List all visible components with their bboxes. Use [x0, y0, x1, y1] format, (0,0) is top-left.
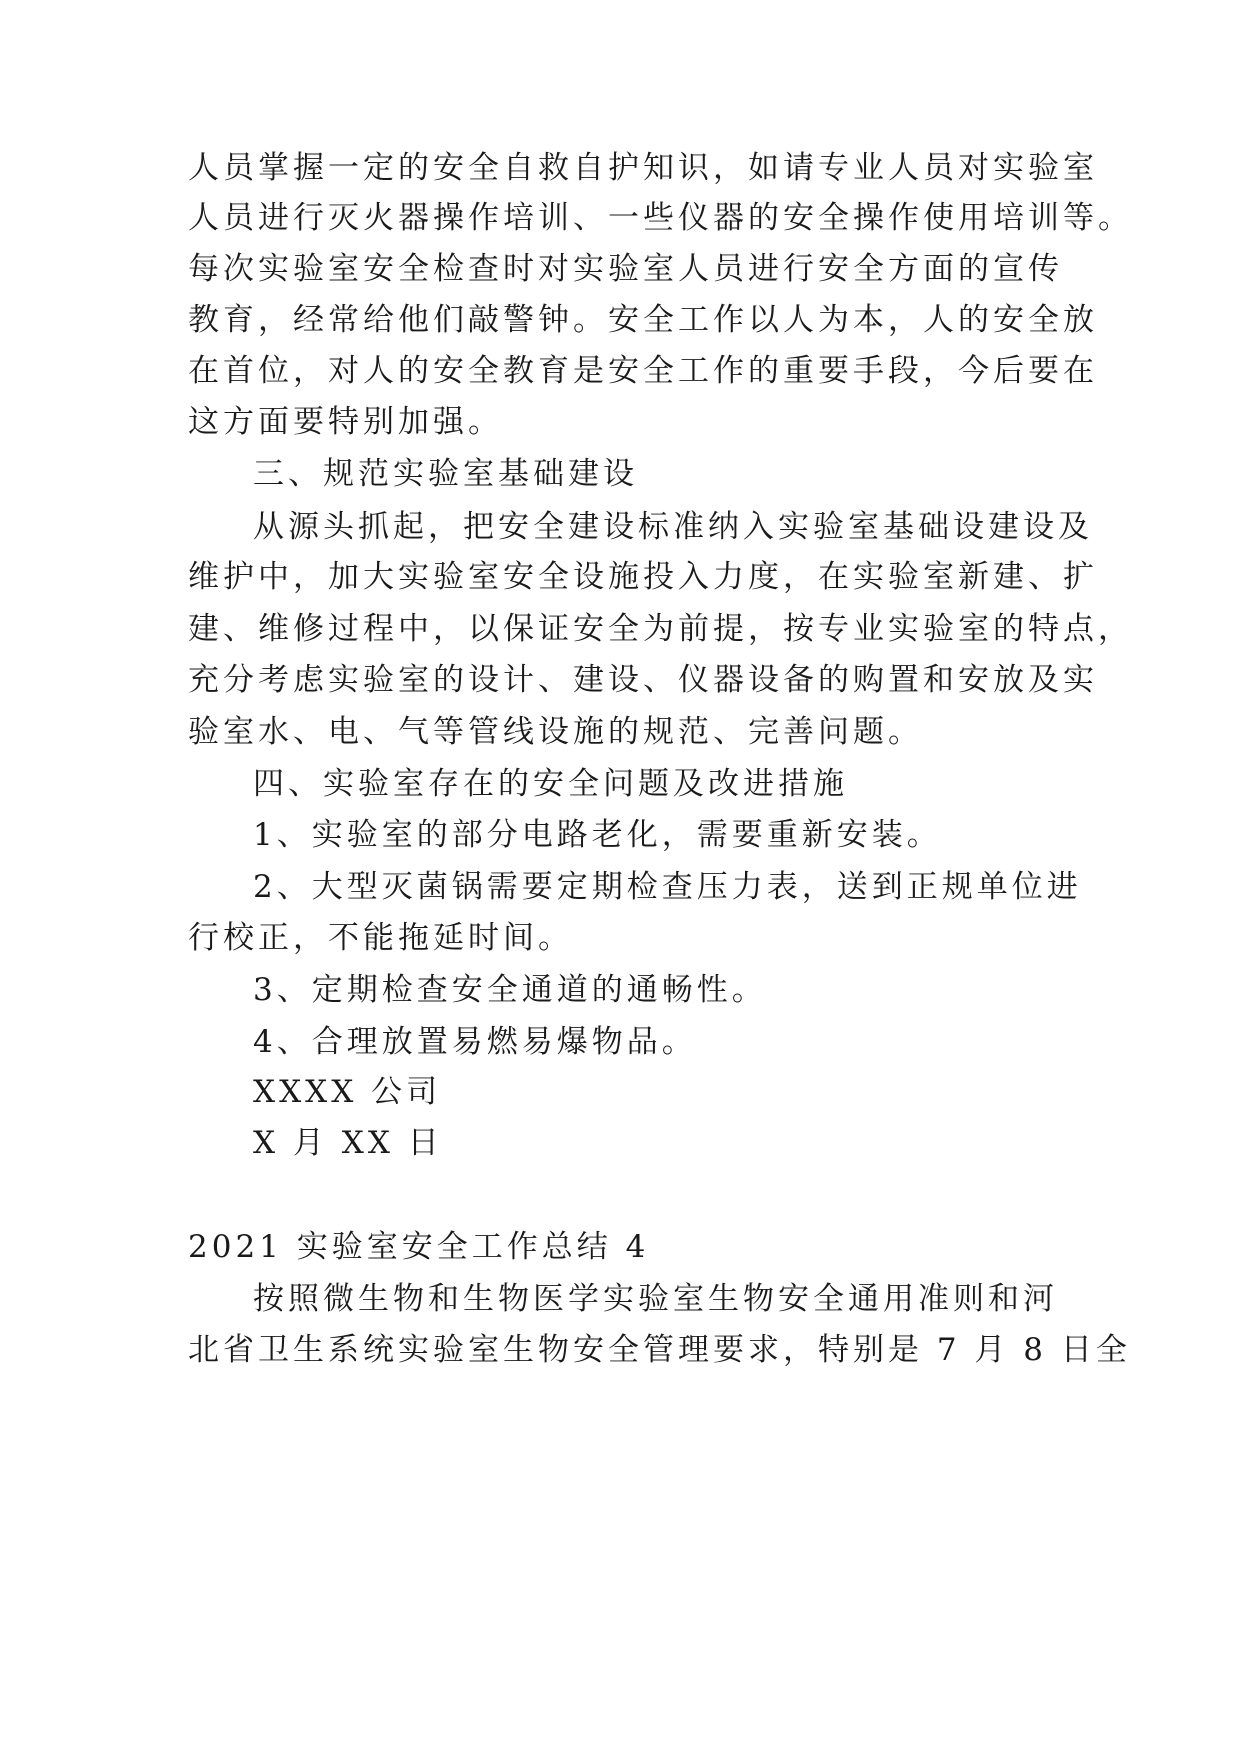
- body-text-line: 建、维修过程中，以保证安全为前提，按专业实验室的特点，: [188, 611, 1133, 647]
- body-text-line: 在首位，对人的安全教育是安全工作的重要手段，今后要在: [188, 353, 1098, 389]
- section-heading: 三、规范实验室基础建设: [253, 456, 638, 492]
- list-item: 1、实验室的部分电路老化，需要重新安装。: [253, 817, 942, 853]
- list-item: 3、定期检查安全通道的通畅性。: [253, 972, 767, 1008]
- body-text-line: 从源头抓起，把安全建设标准纳入实验室基础设建设及: [253, 509, 1093, 545]
- article-title: 2021 实验室安全工作总结 4: [188, 1229, 650, 1265]
- body-text-line: 这方面要特别加强。: [188, 404, 503, 440]
- list-item: 4、合理放置易燃易爆物品。: [253, 1024, 697, 1060]
- body-text-line: 每次实验室安全检查时对实验室人员进行安全方面的宣传: [188, 251, 1063, 287]
- signature-company: XXXX 公司: [253, 1074, 442, 1110]
- body-text-line: 教育，经常给他们敲警钟。安全工作以人为本，人的安全放: [188, 302, 1098, 338]
- body-text-line: 人员掌握一定的安全自救自护知识，如请专业人员对实验室: [188, 150, 1098, 186]
- body-text-line: 充分考虑实验室的设计、建设、仪器设备的购置和安放及实: [188, 662, 1098, 698]
- body-text-line: 验室水、电、气等管线设施的规范、完善问题。: [188, 714, 923, 750]
- body-text-line: 人员进行灭火器操作培训、一些仪器的安全操作使用培训等。: [188, 200, 1133, 236]
- body-text-line: 行校正，不能拖延时间。: [188, 920, 573, 956]
- body-text-line: 北省卫生系统实验室生物安全管理要求，特别是 7 月 8 日全: [188, 1332, 1131, 1368]
- list-item: 2、大型灭菌锅需要定期检查压力表，送到正规单位进: [253, 869, 1082, 905]
- section-heading: 四、实验室存在的安全问题及改进措施: [253, 766, 848, 802]
- body-text-line: 按照微生物和生物医学实验室生物安全通用准则和河: [253, 1281, 1058, 1317]
- signature-date: X 月 XX 日: [253, 1125, 443, 1161]
- body-text-line: 维护中，加大实验室安全设施投入力度，在实验室新建、扩: [188, 559, 1098, 595]
